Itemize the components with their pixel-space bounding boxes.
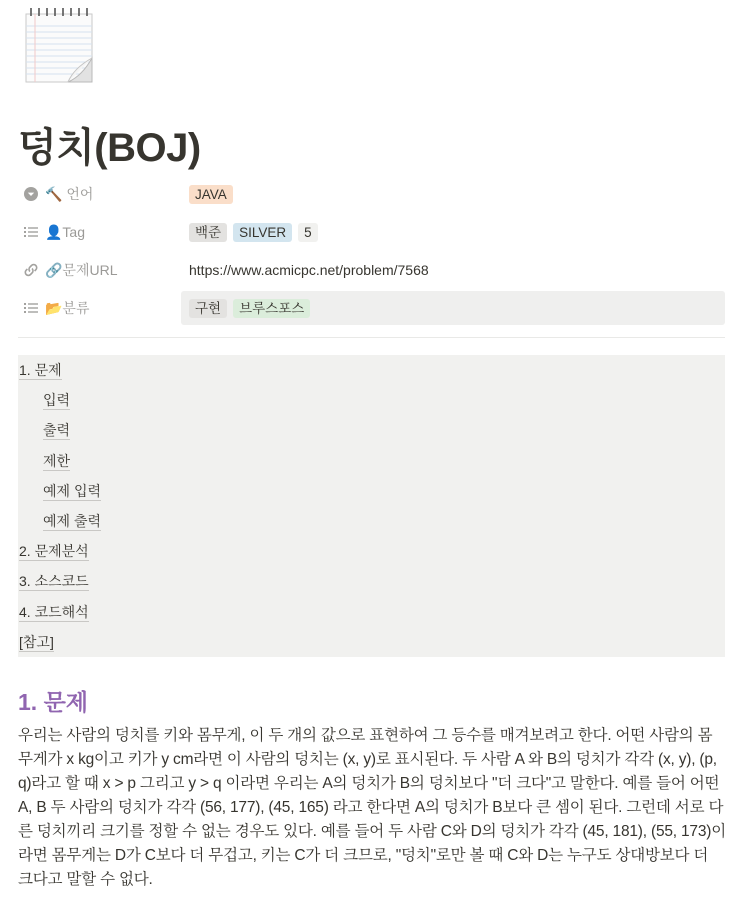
toc-item[interactable]: 제한 xyxy=(43,453,71,469)
tag-implementation[interactable]: 구현 xyxy=(189,299,227,318)
property-value-url[interactable] xyxy=(181,253,725,287)
property-key-language[interactable] xyxy=(18,184,181,204)
property-key-label: 👤Tag xyxy=(45,223,86,240)
property-language[interactable] xyxy=(18,175,725,213)
toc-item[interactable]: 4. 코드해석 xyxy=(19,604,89,620)
notepad-icon[interactable] xyxy=(22,6,96,84)
select-icon xyxy=(23,186,39,202)
toc-item[interactable]: 입력 xyxy=(43,392,71,408)
multi-select-icon xyxy=(23,300,39,316)
toc-item[interactable]: 예제 출력 xyxy=(43,513,101,529)
problem-url-link[interactable]: https://www.acmicpc.net/problem/7568 xyxy=(189,262,429,278)
toc-item[interactable]: 1. 문제 xyxy=(19,362,62,378)
tag-bruteforce[interactable]: 브루스포스 xyxy=(233,299,310,318)
property-key-label: 🔗문제URL xyxy=(45,262,118,278)
toc-item[interactable]: 2. 문제분석 xyxy=(19,543,89,559)
property-url[interactable] xyxy=(18,251,725,289)
property-key-tag[interactable] xyxy=(18,224,181,241)
toc-item[interactable]: 출력 xyxy=(43,422,71,438)
tag-baekjoon[interactable]: 백준 xyxy=(189,223,227,242)
divider xyxy=(18,337,725,338)
property-key-url[interactable] xyxy=(18,260,181,280)
url-icon xyxy=(23,262,39,278)
problem-description[interactable]: 우리는 사람의 덩치를 키와 몸무게, 이 두 개의 값으로 표현하여 그 등수를 매겨보려고 한다. 어떤 사람의 몸무게가 x kg이고 키가 y cm라면 이 사람의 덩치는 (x, y)로 표시된다. 두 사람 A 와 B의 덩치가 각각 (x, y), (p, q)라고 할 때 x > p 그리고 y > q 이라면 우리는 A의 덩치가 B의 덩치보다 "더 크다"고 말한다. 예를 들어 어떤 A, B 두 사람의 덩치가 각각 (56, 177), (45, 165) 라고 한다면 A의 덩치가 B보다 큰 셈이 된다. 그런데 서로 다른 덩치끼리 크기를 정할 수 없는 경우도 있다. 예를 들어 두 사람 C와 D의 덩치가 각각 (45, 181), (55, 173)이라면 몸무게는 D가 C보다 더 무겁고, 키는 C가 더 크므로, "덩치"로만 볼 때 C와 D는 누구도 상대방보다 더 크다고 말할 수 없다. xyxy=(18,727,726,888)
property-category[interactable] xyxy=(18,289,725,327)
table-of-contents xyxy=(18,355,725,657)
property-tag[interactable] xyxy=(18,213,725,251)
properties-panel xyxy=(18,175,725,327)
toc-item[interactable]: 3. 소스코드 xyxy=(19,573,89,589)
toc-item[interactable]: [참고] xyxy=(19,634,54,650)
tag-silver[interactable]: SILVER xyxy=(233,223,292,242)
property-value-tag[interactable] xyxy=(181,215,725,249)
property-key-category[interactable] xyxy=(18,298,181,318)
tag-level[interactable]: 5 xyxy=(298,223,318,242)
page-title[interactable]: 덩치(BOJ) xyxy=(18,126,201,170)
multi-select-icon xyxy=(23,224,39,240)
property-value-category[interactable] xyxy=(181,291,725,325)
property-value-language[interactable] xyxy=(181,177,725,211)
property-key-label: 🔨 언어 xyxy=(45,186,94,202)
tag-java[interactable]: JAVA xyxy=(189,185,233,204)
toc-item[interactable]: 예제 입력 xyxy=(43,483,101,499)
section-heading-problem[interactable]: 1. 문제 xyxy=(18,689,89,715)
property-key-label: 📂분류 xyxy=(45,300,90,316)
